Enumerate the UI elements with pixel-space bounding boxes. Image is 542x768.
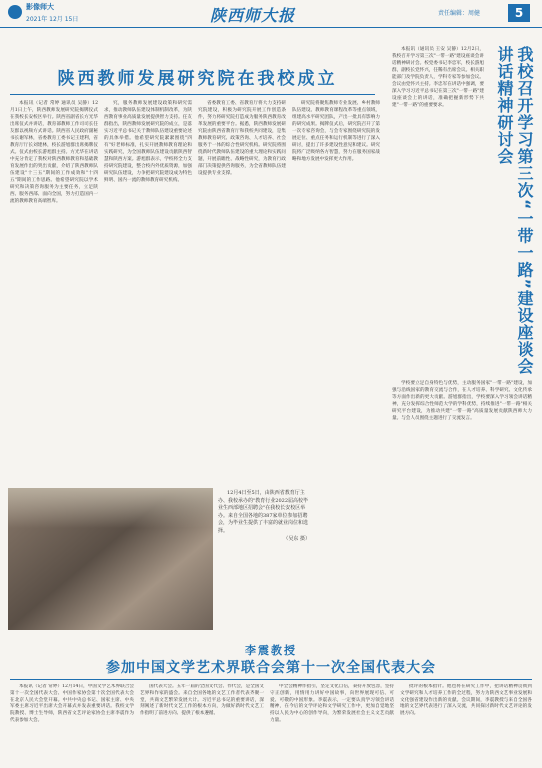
article2-paragraph: 本报讯（通讯员 王安 吴静）12月2日，我校召开学习第三次"一带一路"建设座谈会讲话精神研讨会。校党委书记李忠军，校长游旭群，副校长党怀兴，任稀有出席会议。相关职能部门及学院负责人，学科专家等参加会议。会议由党怀兴主持。李忠军在讲话中强调，要深入学习习近平总书记在第三次"一带一路"建设座谈会上的讲话，准确把握新形势下共建"一带一路"的重要要求。 [392,47,484,108]
article2-column-2 [392,380,532,630]
article3-paragraph: 国代表大会。五年一届的全国文代会、作代会，是全国文艺界和作家的盛会。来自全国各地的文艺工作者代表齐聚一堂，共商文艺繁荣发展大计。习近平总书记的重要讲话，深刻阐述了新时代文艺工作的根本方向，为做好新时代文艺工作指明了前进方向、提供了根本遵循。 [140,684,264,717]
article3-column-4 [400,684,532,764]
article2-column-1 [392,46,484,376]
photo-credit: （吴东 摄） [283,536,310,542]
section-name: 影像师大 [26,3,54,11]
article3-paragraph: 中全会精神作指引，坚定文化自信，秉持开放包容，坚持守正创新，用情用力讲好中国故事，向世界展现可信、可爱、可敬的中国形象。李震表示，一定要认真学习领会讲话精神，在今后的文学评论和文学研究工作中，更加自觉地坚持以人民为中心的创作导向，为繁荣发展社会主义文艺贡献力量。 [270,684,394,723]
photo-caption [218,490,310,544]
page-number: 5 [508,4,530,22]
article1-paragraph: 省委教育工委、省教育厅将大力支持研究院建设，积极为研究院开展工作创造条件，努力将研究院打造成为服务陕西教育改革发展的重要平台。据悉，陕西教师发展研究院由陕西省教育厅和我校共同建设，是集教师教育研究、政策咨询、人才培养、社会服务于一体的综合性研究机构。研究院将围绕新时代教师队伍建设的重大理论和实践问题，开展前瞻性、战略性研究，为教育行政部门决策提供咨询服务，为全省教师队伍建设提供专业支撑。 [198,101,286,176]
article1-paragraph: 研究院将聚焦教师专业发展、乡村教师队伍建设、教师教育课程改革等重点领域，组建高水平研究团队，产出一批具有影响力的研究成果。揭牌仪式后，研究院召开了第一次专家咨询会，与会专家围绕研究院的发展定位、重点任务和运行机制等进行了深入研讨，提出了许多建设性意见和建议。研究院将广泛吸纳各方智慧，努力在服务国家战略和地方发展中发挥更大作用。 [292,101,380,162]
divider [10,94,375,95]
responsible-editor: 责任编辑：周健 [438,10,481,17]
article1-column-4 [292,100,380,484]
article2-vertical-headline: 我校召开学习第三次“一带一路”建设座谈会讲话精神研讨会 [495,46,534,376]
issue-date: 2021年 12月 15日 [26,16,79,23]
article1-paragraph: 本报讯（记者 常婷 通讯员 吴静）12月1日上午，陕西教师发展研究院揭牌仪式在我校长安校区举行。陕西省副省长方光华出席仪式并讲话，教育部教师工作司司长任友群以视频方式讲话。陕西省人民政府副秘书长谢军林，省委教育工委书记王建利，省教育厅厅长刘建林，校长游旭群出席揭牌仪式。仪式由校长游旭群主持。方光华在讲话中充分肯定了我校对陕西教师教育和基础教育发展作出的突出贡献，介绍了陕西教师队伍建设"十三五"期间的工作成效和"十四五"期间的工作思路。他希望研究院以学术研究和决策咨询服务为主要任务，立足陕西、服务西部、面向全国，努力打造国内一流的教师教育高端智库。 [10,101,98,204]
job-fair-photo [8,488,213,630]
article1-headline: 陕西教师发展研究院在我校成立 [57,69,338,89]
article3-column-2 [140,684,264,764]
article1-paragraph: 究，服务教师发展建设政策和研究需求，推动教师队伍建设体制机制改革，为陕西教育事业高质量发展提供智力支持。任友群指出，陕西教师发展研究院的成立，是落实习近平总书记关于教师队伍建设重要论述的具体举措。他希望研究院紧紧围绕"四有"好老师标准，扎实开展教师教育理论和实践研究，为全国教师队伍建设贡献陕西智慧和陕西方案。游旭群表示，学校将全力支持研究院建设，整合校内外优质资源，加强研究队伍建设，力争把研究院建设成为特色鲜明、国内一流的教师教育研究机构。 [104,101,192,183]
article3-headline: 参加中国文学艺术界联合会第十一次全国代表大会 [106,660,436,676]
article3-column-1 [10,684,134,764]
article1-column-2 [104,100,192,484]
caption-text: 12月4日至5日，由陕西省教育厅主办、我校承办的"教育行业2022届高校毕业生西部地区招聘会"在我校长安校区举办。来自全国各地的387家单位参加招聘会，为毕业生提供了丰富的就业岗位和选择。 [218,490,309,534]
article1-column-3 [198,100,286,484]
masthead-title: 陕西师大报 [210,6,296,25]
article3-paragraph: 批评的根本指针。他也将在研究工作中，把讲话精神贯彻到文学研究和人才培养工作的全过程，努力为陕西文艺事业发展和文化强省建设作出新的贡献。会议期间，李震教授与来自全国各地的文艺界代表进行了深入交流，共同探讨新时代文艺评论的发展方向。 [400,684,532,717]
divider [10,679,532,680]
article2-paragraph: 学校要立足自身特色与优势，主动服务国家"一带一路"建设，加强与沿线国家的教育交流与合作，在人才培养、科学研究、文化传承等方面作出新的更大贡献。游旭群指出，学校要深入学习领会讲话精神，充分发挥综合性师范大学的学科优势，持续推进"一带一路"相关研究平台建设，为推动共建"一带一路"高质量发展贡献陕西师大力量。与会人员围绕主题进行了交流发言。 [392,381,532,421]
masthead [0,0,542,28]
article3-column-3 [270,684,394,764]
university-logo-icon [8,5,22,19]
article1-column-1 [10,100,98,484]
article3-subhead: 李震教授 [245,644,297,657]
article3-paragraph: 本报讯（记者 常婷）12月14日，中国文学艺术界联合会第十一次全国代表大会、中国作家协会第十次全国代表大会在北京人民大会堂开幕。中共中央总书记、国家主席、中央军委主席习近平出席大会开幕式并发表重要讲话。我校文学院教授、博士生导师，陕西省文艺评论家协会主席李震作为代表参加大会。 [10,684,134,723]
